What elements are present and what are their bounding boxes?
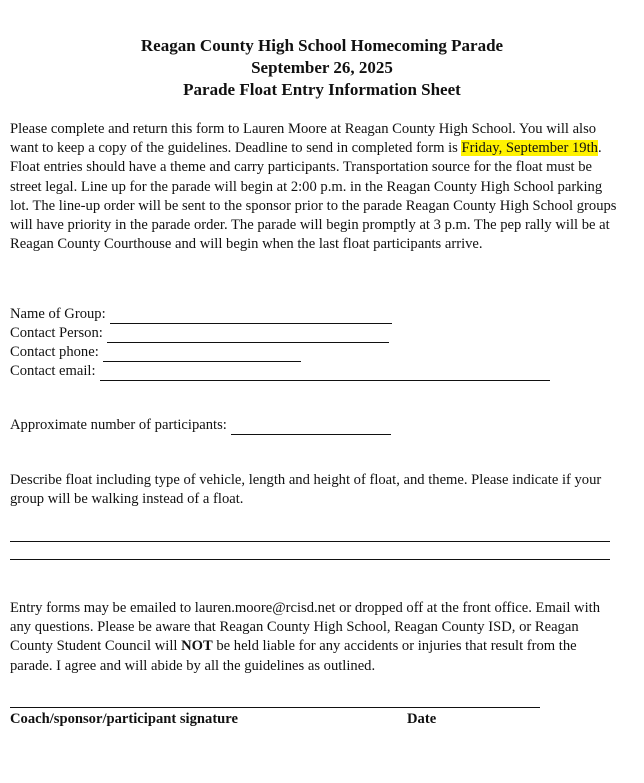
participants-row [10,416,391,435]
group-name-row [10,305,392,324]
contact-person-line[interactable] [107,328,389,343]
contact-person-label: Contact Person: [10,325,103,341]
group-name-label: Name of Group: [10,306,106,322]
signature-line[interactable] [10,707,540,708]
deadline-highlight: Friday, September 19th [461,140,598,157]
contact-phone-row [10,343,301,362]
contact-person-row [10,324,389,343]
form-title-line-1: Reagan County High School Homecoming Parade [140,36,504,55]
contact-email-label: Contact email: [10,363,96,379]
form-title-sheet: Parade Float Entry Information Sheet [183,80,461,99]
participants-line[interactable] [231,420,391,435]
signature-label: Coach/sponsor/participant signature [10,711,238,727]
description-line-2[interactable] [10,559,610,560]
participants-label: Approximate number of participants: [10,417,227,433]
contact-phone-line[interactable] [103,347,301,362]
group-name-line[interactable] [110,309,392,324]
intro-paragraph [10,120,622,254]
not-emphasis: NOT [181,638,213,655]
contact-email-row [10,362,550,381]
date-label: Date [407,711,437,727]
form-title-date: September 26, 2025 [251,58,393,77]
contact-phone-label: Contact phone: [10,344,99,360]
intro-text-2: . Float entries should have a theme and carry participants. Transportation source for the float must be street legal. Line up for the parade will begin at 2:00 p.m. in the Reagan County High School parking lot. The line-up order will be sent to the sponsor prior to the parade Reagan County High School groups will have priority in the parade order. The parade will begin promptly at 3 p.m. The pep rally will be at Reagan County Courthouse and will begin when the last float participants arrive. [10,140,617,253]
description-line-1[interactable] [10,541,610,542]
intro-text-1: Please complete and return this form to Lauren Moore at Reagan County High School. You will also want to keep a copy of the guidelines. Deadline to send in completed form is [10,121,597,157]
closing-text-1: Entry forms may be emailed to lauren.moore@rcisd.net or dropped off at the front office. Email with any questions. Please be aware that Reagan County High School, Reagan County ISD, or Reagan County Student Council will [10,600,600,655]
contact-email-line[interactable] [100,366,550,381]
closing-paragraph [10,599,622,676]
closing-text-2: be held liable for any accidents or injuries that result from the parade. I agree and will abide by all the guidelines as outlined. [10,638,577,674]
describe-float-instructions: Describe float including type of vehicle, length and height of float, and theme. Please indicate if your group will be walking instead of a float. [10,472,602,508]
